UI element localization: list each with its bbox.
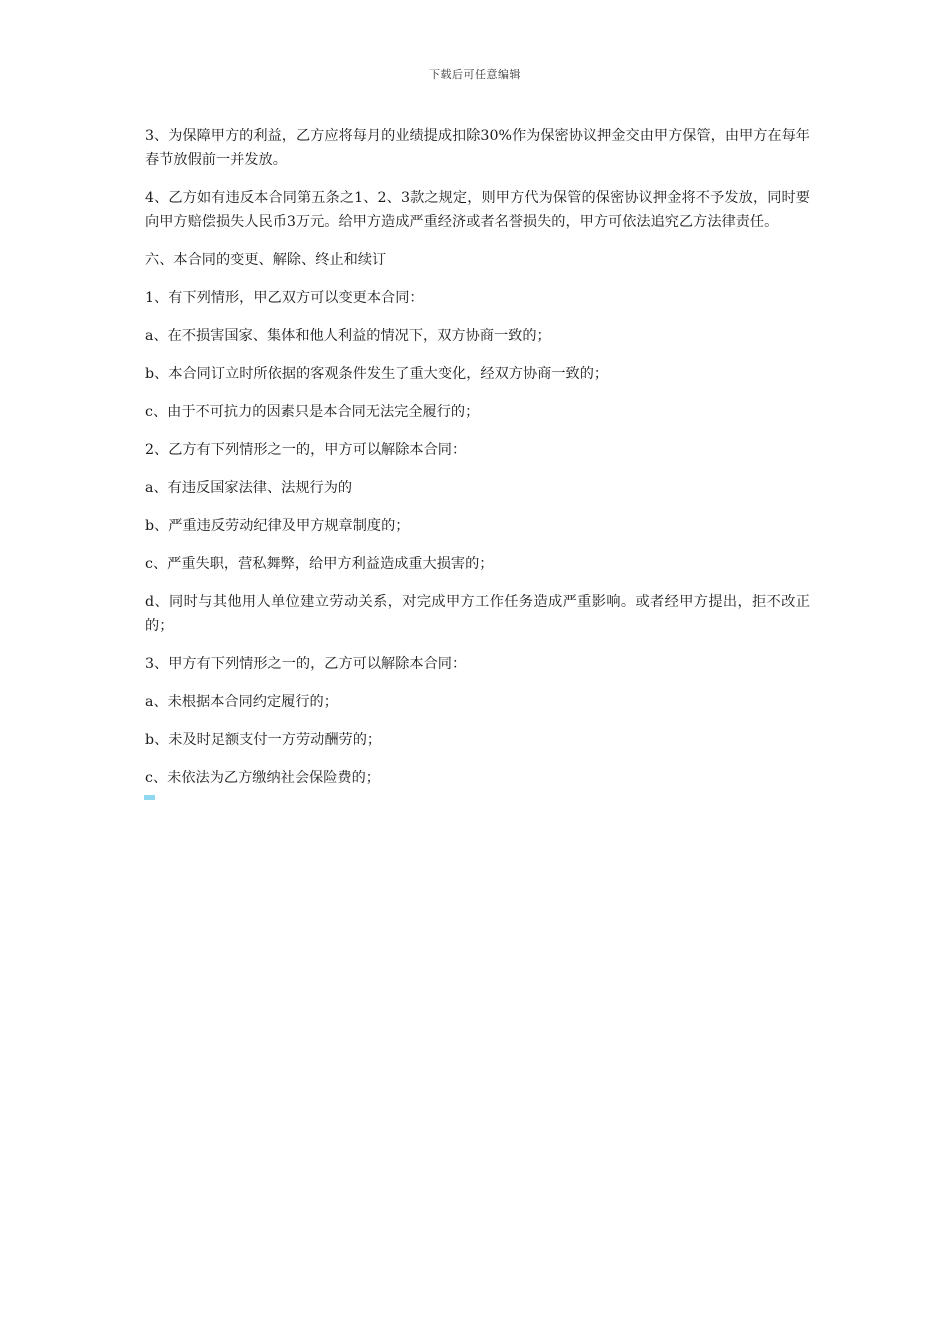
list-item-6-1-a: a、在不损害国家、集体和他人利益的情况下，双方协商一致的；	[145, 328, 551, 344]
paragraph-clause-5-4: 4、乙方如有违反本合同第五条之1、2、3款之规定，则甲方代为保管的保密协议押金将不予发放，同时要向甲方赔偿损失人民币3万元。给甲方造成严重经济或者名誉损失的，甲方可依法追究乙方法律责任。	[145, 190, 810, 230]
list-item-6-2-a: a、有违反国家法律、法规行为的	[145, 480, 353, 496]
list-item-6-1-b: b、本合同订立时所依据的客观条件发生了重大变化，经双方协商一致的；	[145, 366, 609, 382]
list-item-6-2-c: c、严重失职，营私舞弊，给甲方利益造成重大损害的；	[145, 556, 494, 572]
paragraph-clause-6-3: 3、甲方有下列情形之一的，乙方可以解除本合同：	[145, 656, 467, 672]
section-heading-6: 六、本合同的变更、解除、终止和续订	[145, 252, 387, 268]
paragraph-clause-6-1: 1、有下列情形，甲乙双方可以变更本合同：	[145, 290, 424, 306]
list-item-6-1-c: c、由于不可抗力的因素只是本合同无法完全履行的；	[145, 404, 480, 420]
page-header: 下载后可任意编辑	[429, 68, 521, 81]
paragraph-clause-5-3: 3、为保障甲方的利益，乙方应将每月的业绩提成扣除30%作为保密协议押金交由甲方保管，由甲方在每年春节放假前一并发放。	[145, 128, 810, 168]
paragraph-clause-6-2: 2、乙方有下列情形之一的，甲方可以解除本合同：	[145, 442, 467, 458]
list-item-6-3-a: a、未根据本合同约定履行的；	[145, 694, 338, 710]
list-item-6-2-b: b、严重违反劳动纪律及甲方规章制度的；	[145, 518, 410, 534]
document-body	[145, 124, 810, 804]
list-item-6-3-c: c、未依法为乙方缴纳社会保险费的；	[145, 770, 380, 786]
list-item-6-2-d: d、同时与其他用人单位建立劳动关系，对完成甲方工作任务造成严重影响。或者经甲方提出，拒不改正的；	[145, 594, 810, 634]
list-item-6-3-b: b、未及时足额支付一方劳动酬劳的；	[145, 732, 382, 748]
text-cursor-marker	[144, 795, 155, 800]
